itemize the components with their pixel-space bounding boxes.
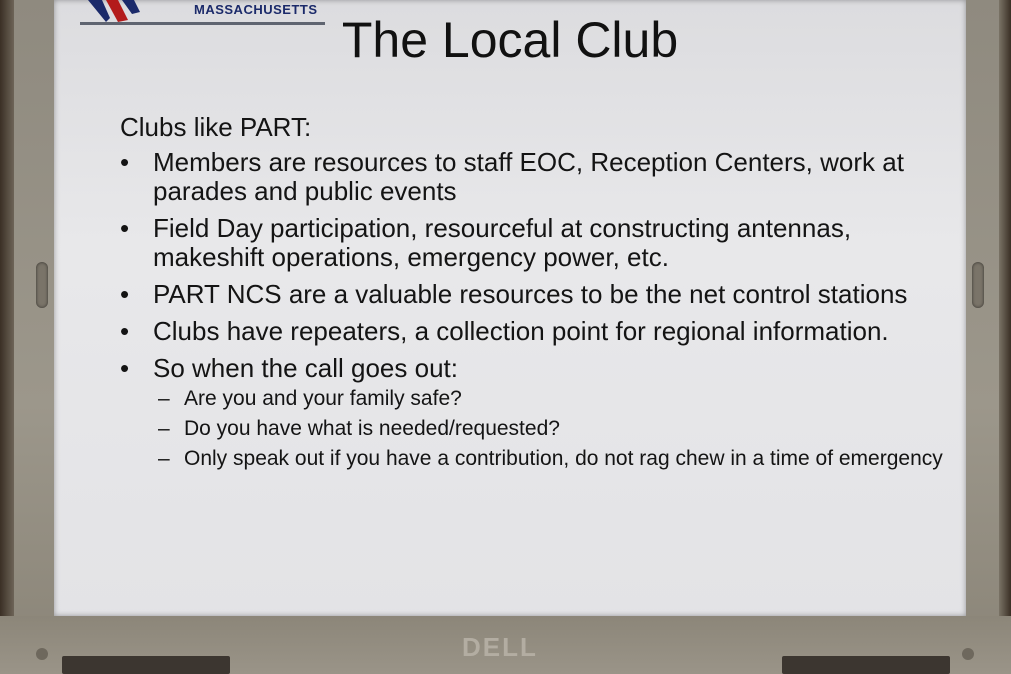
sub-bullet-marker: – (158, 417, 170, 440)
bullet-marker: • (120, 147, 130, 177)
bullet-marker: • (120, 279, 130, 309)
sub-bullet-text: Do you have what is needed/requested? (184, 417, 560, 440)
bullet-text: Clubs have repeaters, a collection point for regional information. (153, 316, 889, 346)
bullet-marker: • (120, 213, 130, 243)
sub-bullet-text: Only speak out if you have a contribution, do not rag chew in a time of emergency (184, 447, 943, 470)
bullet-item (120, 214, 950, 272)
slide-lead: Clubs like PART: (120, 112, 312, 142)
bullet-text: Members are resources to staff EOC, Reception Centers, work at parades and public events (153, 147, 904, 206)
bullet-item (120, 354, 950, 383)
sub-bullet-item (120, 387, 950, 411)
bezel-edge-left (0, 0, 14, 674)
sub-bullet-text: Are you and your family safe? (184, 387, 462, 410)
bezel-edge-right (999, 0, 1011, 674)
hinge-right (972, 262, 984, 308)
bullet-text: So when the call goes out: (153, 353, 458, 383)
laptop-screen (54, 0, 966, 616)
sub-bullet-marker: – (158, 447, 170, 470)
latch-right (782, 656, 950, 674)
logo-text: MASSACHUSETTS (194, 2, 318, 17)
bullet-item (120, 148, 950, 206)
latch-left (62, 656, 230, 674)
bullet-item (120, 280, 950, 309)
bullet-text: Field Day participation, resourceful at constructing antennas, makeshift operations, emergency power, etc. (153, 213, 852, 272)
bullet-marker: • (120, 353, 130, 383)
hinge-left (36, 262, 48, 308)
slide-title: The Local Club (341, 12, 679, 68)
bullet-item (120, 317, 950, 346)
screw-right (962, 648, 974, 660)
slide-body (120, 112, 950, 477)
bullet-text: PART NCS are a valuable resources to be the net control stations (153, 279, 908, 309)
bullet-marker: • (120, 316, 130, 346)
brand-logo: DELL (462, 632, 538, 662)
screw-left (36, 648, 48, 660)
sub-bullet-marker: – (158, 387, 170, 410)
sub-bullet-item (120, 417, 950, 441)
sub-bullet-item (120, 447, 950, 471)
